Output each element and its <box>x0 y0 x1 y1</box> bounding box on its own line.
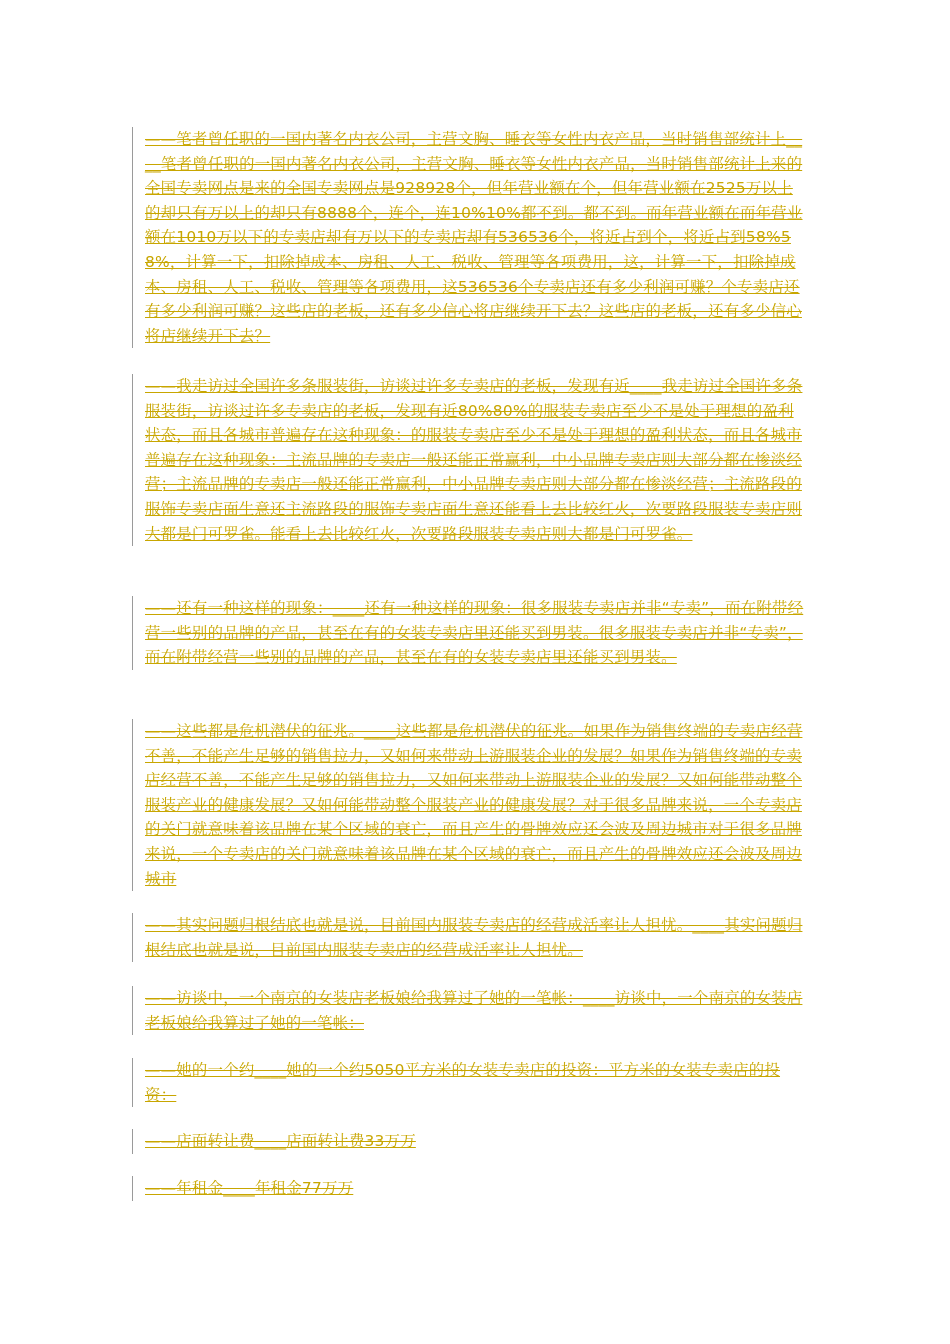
paragraph-8 <box>132 1129 804 1154</box>
paragraph-text: ——年租金____年租金77万万 <box>145 1179 354 1197</box>
paragraph-text: ——店面转让费____店面转让费33万万 <box>145 1132 416 1150</box>
paragraph-text: ——笔者曾任职的一国内著名内衣公司，主营文胸、睡衣等女性内衣产品，当时销售部统计上____笔者曾任职的一国内著名内衣公司，主营文胸、睡衣等女性内衣产品，当时销售部统计上来的全国专卖网点是来的全国专卖网点是928928个，但年营业额在个，但年营业额在2525万以上的却只有万以上的却只有8888个，连个，连10%10%都不到。都不到。而年营业额在而年营业额在1010万以下的专卖店却有万以下的专卖店却有536536个，将近占到个，将近占到58%58%，计算一下，扣除掉成本、房租、人工、税收、管理等各项费用，这，计算一下，扣除掉成本、房租、人工、税收、管理等各项费用，这536536个专卖店还有多少利润可赚？个专卖店还有多少利润可赚？这些店的老板，还有多少信心将店继续开下去？这些店的老板，还有多少信心将店继续开下去？ <box>145 130 803 345</box>
paragraph-text: ——我走访过全国许多条服装街，访谈过许多专卖店的老板，发现有近____我走访过全国许多条服装街，访谈过许多专卖店的老板，发现有近80%80%的服装专卖店至少不是处于理想的盈利状态，而且各城市普遍存在这种现象：的服装专卖店至少不是处于理想的盈利状态，而且各城市普遍存在这种现象：主流品牌的专卖店一般还能正常赢利，中小品牌专卖店则大部分都在惨淡经营；主流品牌的专卖店一般还能正常赢利，中小品牌专卖店则大部分都在惨淡经营；主流路段的服饰专卖店面生意还主流路段的服饰专卖店面生意还能看上去比较红火，次要路段服装专卖店则大都是门可罗雀。能看上去比较红火，次要路段服装专卖店则大都是门可罗雀。 <box>145 377 803 543</box>
paragraph-4 <box>132 719 804 891</box>
paragraph-9 <box>132 1176 804 1201</box>
paragraph-text: ——访谈中，一个南京的女装店老板娘给我算过了她的一笔帐：____访谈中，一个南京的女装店老板娘给我算过了她的一笔帐： <box>145 989 803 1032</box>
paragraph-1 <box>132 127 804 348</box>
paragraph-2 <box>132 374 804 546</box>
paragraph-text: ——这些都是危机潜伏的征兆。____这些都是危机潜伏的征兆。如果作为销售终端的专卖店经营不善，不能产生足够的销售拉力，又如何来带动上游服装企业的发展？如果作为销售终端的专卖店经营不善，不能产生足够的销售拉力，又如何来带动上游服装企业的发展？又如何能带动整个服装产业的健康发展？又如何能带动整个服装产业的健康发展？对于很多品牌来说，一个专卖店的关门就意味着该品牌在某个区域的衰亡，而且产生的骨牌效应还会波及周边城市对于很多品牌来说，一个专卖店的关门就意味着该品牌在某个区域的衰亡，而且产生的骨牌效应还会波及周边城市 <box>145 722 803 888</box>
paragraph-text: ——她的一个约____她的一个约5050平方米的女装专卖店的投资：平方米的女装专卖店的投资： <box>145 1061 781 1104</box>
paragraph-5 <box>132 913 804 962</box>
paragraph-text: ——还有一种这样的现象：____还有一种这样的现象：很多服装专卖店并非“专卖”，而在附带经营一些别的品牌的产品，甚至在有的女装专卖店里还能买到男装。很多服装专卖店并非“专卖”，而在附带经营一些别的品牌的产品，甚至在有的女装专卖店里还能买到男装。 <box>145 599 804 667</box>
paragraph-text: ——其实问题归根结底也就是说，目前国内服装专卖店的经营成活率让人担忧。____其实问题归根结底也就是说，目前国内服装专卖店的经营成活率让人担忧。 <box>145 916 803 959</box>
paragraph-3 <box>132 596 804 670</box>
paragraph-6 <box>132 986 804 1035</box>
paragraph-7 <box>132 1058 804 1107</box>
